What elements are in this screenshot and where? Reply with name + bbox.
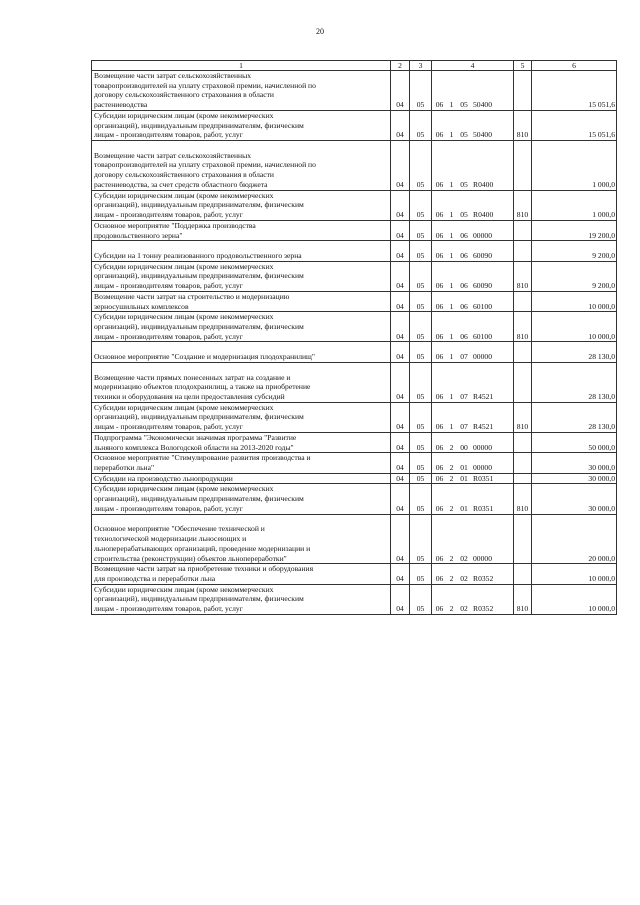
code-segment: 2: [449, 553, 454, 563]
code-segment: 06: [435, 352, 444, 362]
cell-section: 04: [391, 220, 410, 240]
code-segment: 60100: [473, 301, 492, 311]
code-segment: 00000: [473, 442, 492, 452]
cell-subsection: 05: [410, 241, 432, 261]
cell-amount: 15 051,6: [532, 71, 617, 111]
cell-subsection: 05: [410, 584, 432, 614]
code-segment: 01: [460, 463, 468, 473]
row-description: [92, 402, 391, 432]
code-segment: 1: [449, 352, 454, 362]
code-segment: 07: [460, 352, 468, 362]
description-line: товаропроизводителей на уплату страховой премии, начисленной по: [94, 80, 316, 90]
description-line: технологической модернизации льносеющих и: [94, 534, 247, 544]
cell-expense-type: [514, 514, 532, 564]
table-row: [92, 514, 617, 564]
description-line: организаций), индивидуальным предпринимателям, физическим: [94, 594, 304, 604]
cell-section: 04: [391, 312, 410, 342]
cell-section: 04: [391, 564, 410, 584]
cell-expense-type: [514, 432, 532, 452]
code-segment: 06: [435, 230, 444, 240]
table-row: [92, 261, 617, 291]
cell-amount: 15 051,6: [532, 110, 617, 140]
description-line: Подпрограмма "Экономически значимая программа "Развитие: [94, 432, 297, 442]
description-line: [94, 241, 388, 251]
cell-amount: 9 200,0: [532, 241, 617, 261]
cell-expense-type: [514, 71, 532, 111]
code-segment: 50400: [473, 130, 492, 140]
cell-subsection: 05: [410, 514, 432, 564]
cell-subsection: 05: [410, 110, 432, 140]
cell-section: 04: [391, 473, 410, 484]
table-row: [92, 220, 617, 240]
code-segment: 1: [449, 281, 454, 291]
code-segment: 1: [449, 210, 454, 220]
description-line: Субсидии юридическим лицам (кроме некоммерческих: [94, 190, 274, 200]
cell-subsection: 05: [410, 473, 432, 484]
code-segment: 2: [449, 442, 454, 452]
cell-amount: 9 200,0: [532, 261, 617, 291]
code-segment: 06: [460, 331, 468, 341]
cell-expense-type: [514, 220, 532, 240]
cell-subsection: 05: [410, 141, 432, 191]
code-segment: 06: [435, 250, 444, 260]
code-segment: 60100: [473, 331, 492, 341]
description-line: Субсидии юридическим лицам (кроме некоммерческих: [94, 110, 274, 120]
description-line: Основное мероприятие "Обеспечение технической и: [94, 524, 265, 534]
cell-amount: 28 130,0: [532, 342, 617, 362]
description-line: льняного комплекса Вологодской области на 2013-2020 годы": [94, 442, 294, 452]
cell-target-code: [432, 473, 514, 484]
description-line: строительства (реконструкции) объектов льнопереработки": [94, 553, 287, 563]
header-col-4: 4: [432, 61, 514, 71]
code-segment: 05: [460, 179, 468, 189]
code-segment: 06: [460, 250, 468, 260]
code-segment: R0400: [473, 210, 494, 220]
table-row: [92, 484, 617, 514]
budget-table: [91, 60, 617, 615]
description-line: организаций), индивидуальным предпринимателям, физическим: [94, 412, 304, 422]
table-row: [92, 453, 617, 473]
description-line: Субсидии юридическим лицам (кроме некоммерческих: [94, 402, 274, 412]
code-segment: 00000: [473, 553, 492, 563]
row-description: [92, 453, 391, 473]
code-segment: 2: [449, 503, 454, 513]
code-segment: 07: [460, 422, 468, 432]
cell-section: 04: [391, 110, 410, 140]
cell-section: 04: [391, 453, 410, 473]
description-line: Основное мероприятие "Создание и модернизация плодохранилищ": [94, 352, 316, 362]
code-segment: 1: [449, 100, 454, 110]
row-description: [92, 71, 391, 111]
cell-amount: 20 000,0: [532, 514, 617, 564]
code-segment: 01: [460, 503, 468, 513]
description-line: Возмещение части затрат на приобретение техники и оборудования: [94, 564, 314, 574]
cell-target-code: [432, 190, 514, 220]
cell-expense-type: 810: [514, 584, 532, 614]
description-line: Основное мероприятие "Поддержка производства: [94, 220, 256, 230]
table-body: [92, 71, 617, 615]
cell-amount: 10 000,0: [532, 291, 617, 311]
code-segment: 06: [435, 442, 444, 452]
description-line: лицам - производителям товаров, работ, услуг: [94, 604, 243, 614]
cell-target-code: [432, 141, 514, 191]
code-segment: 05: [460, 100, 468, 110]
cell-expense-type: 810: [514, 261, 532, 291]
cell-section: 04: [391, 432, 410, 452]
description-line: зерносушильных комплексов: [94, 301, 189, 311]
row-description: [92, 564, 391, 584]
code-segment: R4521: [473, 392, 494, 401]
row-description: [92, 141, 391, 191]
cell-expense-type: [514, 362, 532, 402]
row-description: [92, 362, 391, 402]
cell-expense-type: [514, 453, 532, 473]
table-row: [92, 291, 617, 311]
description-line: лицам - производителям товаров, работ, услуг: [94, 503, 243, 513]
cell-section: 04: [391, 241, 410, 261]
table-row: [92, 564, 617, 584]
code-segment: 06: [435, 463, 444, 473]
description-line: товаропроизводителей на уплату страховой премии, начисленной по: [94, 160, 316, 170]
code-segment: 2: [449, 463, 454, 473]
code-segment: 06: [435, 473, 444, 483]
cell-subsection: 05: [410, 261, 432, 291]
row-description: [92, 432, 391, 452]
header-col-3: 3: [410, 61, 432, 71]
cell-target-code: [432, 584, 514, 614]
description-line: Основное мероприятие "Стимулирование развития производства и: [94, 453, 311, 463]
code-segment: 06: [460, 230, 468, 240]
header-col-2: 2: [391, 61, 410, 71]
cell-subsection: 05: [410, 432, 432, 452]
description-line: [94, 363, 388, 373]
code-segment: 01: [460, 473, 468, 483]
description-line: льноперерабатывающих организаций, проведение модернизации и: [94, 543, 311, 553]
code-segment: 06: [435, 503, 444, 513]
cell-target-code: [432, 71, 514, 111]
code-segment: 07: [460, 392, 468, 401]
code-segment: R0352: [473, 604, 494, 614]
description-line: переработки льна": [94, 463, 155, 473]
cell-expense-type: 810: [514, 484, 532, 514]
code-segment: R0351: [473, 473, 494, 483]
code-segment: 1: [449, 392, 454, 401]
code-segment: 60090: [473, 250, 492, 260]
cell-expense-type: [514, 342, 532, 362]
code-segment: 1: [449, 422, 454, 432]
code-segment: 60090: [473, 281, 492, 291]
row-description: [92, 241, 391, 261]
cell-expense-type: [514, 564, 532, 584]
cell-section: 04: [391, 291, 410, 311]
cell-expense-type: [514, 291, 532, 311]
code-segment: 06: [435, 301, 444, 311]
code-segment: 00: [460, 442, 468, 452]
cell-expense-type: [514, 473, 532, 484]
description-line: продовольственного зерна": [94, 230, 183, 240]
table-row: [92, 432, 617, 452]
cell-subsection: 05: [410, 362, 432, 402]
code-segment: 1: [449, 250, 454, 260]
code-segment: 06: [435, 179, 444, 189]
description-line: Субсидии на производство льнопродукции: [94, 473, 233, 483]
description-line: Субсидии юридическим лицам (кроме некоммерческих: [94, 312, 274, 322]
cell-amount: 28 130,0: [532, 402, 617, 432]
description-line: Субсидии юридическим лицам (кроме некоммерческих: [94, 261, 274, 271]
cell-section: 04: [391, 141, 410, 191]
page-number: 20: [316, 27, 324, 36]
cell-target-code: [432, 432, 514, 452]
cell-target-code: [432, 453, 514, 473]
cell-amount: 1 000,0: [532, 141, 617, 191]
cell-subsection: 05: [410, 402, 432, 432]
description-line: Возмещение части затрат сельскохозяйственных: [94, 150, 252, 160]
code-segment: 05: [460, 210, 468, 220]
code-segment: 1: [449, 301, 454, 311]
description-line: договору сельскохозяйственного страхования в области: [94, 170, 274, 180]
code-segment: 06: [460, 301, 468, 311]
cell-target-code: [432, 261, 514, 291]
cell-section: 04: [391, 514, 410, 564]
description-line: Возмещение части затрат сельскохозяйственных: [94, 71, 252, 80]
code-segment: 02: [460, 573, 468, 583]
table-row: [92, 110, 617, 140]
cell-expense-type: 810: [514, 110, 532, 140]
row-description: [92, 514, 391, 564]
row-description: [92, 484, 391, 514]
cell-amount: 30 000,0: [532, 453, 617, 473]
cell-target-code: [432, 291, 514, 311]
row-description: [92, 473, 391, 484]
code-segment: 2: [449, 604, 454, 614]
table-row: [92, 312, 617, 342]
cell-amount: 28 130,0: [532, 362, 617, 402]
row-description: [92, 584, 391, 614]
cell-subsection: 05: [410, 220, 432, 240]
cell-subsection: 05: [410, 291, 432, 311]
description-line: растениеводства: [94, 100, 148, 110]
code-segment: 2: [449, 473, 454, 483]
cell-target-code: [432, 312, 514, 342]
description-line: модернизацию объектов плодохранилищ, а также на приобретение: [94, 382, 311, 392]
description-line: для производства и переработки льна: [94, 573, 216, 583]
description-line: растениеводства, за счет средств областного бюджета: [94, 179, 268, 189]
table-row: [92, 71, 617, 111]
cell-target-code: [432, 241, 514, 261]
code-segment: 02: [460, 553, 468, 563]
table-row: [92, 241, 617, 261]
table-row: [92, 141, 617, 191]
code-segment: 06: [435, 130, 444, 140]
cell-section: 04: [391, 362, 410, 402]
code-segment: 1: [449, 130, 454, 140]
code-segment: 2: [449, 573, 454, 583]
description-line: техники и оборудования на цели предоставления субсидий: [94, 392, 285, 401]
table-row: [92, 584, 617, 614]
description-line: [94, 141, 388, 151]
cell-amount: 10 000,0: [532, 312, 617, 342]
description-line: [94, 515, 388, 525]
cell-amount: 50 000,0: [532, 432, 617, 452]
cell-target-code: [432, 564, 514, 584]
code-segment: 06: [435, 331, 444, 341]
code-segment: 06: [435, 281, 444, 291]
code-segment: 06: [435, 573, 444, 583]
row-description: [92, 220, 391, 240]
cell-expense-type: [514, 241, 532, 261]
description-line: организаций), индивидуальным предпринимателям, физическим: [94, 120, 304, 130]
cell-section: 04: [391, 484, 410, 514]
cell-section: 04: [391, 402, 410, 432]
cell-subsection: 05: [410, 71, 432, 111]
row-description: [92, 342, 391, 362]
cell-expense-type: 810: [514, 190, 532, 220]
code-segment: 1: [449, 230, 454, 240]
cell-amount: 30 000,0: [532, 484, 617, 514]
code-segment: 1: [449, 179, 454, 189]
description-line: лицам - производителям товаров, работ, услуг: [94, 422, 243, 432]
description-line: лицам - производителям товаров, работ, услуг: [94, 210, 243, 220]
cell-amount: 10 000,0: [532, 584, 617, 614]
cell-section: 04: [391, 342, 410, 362]
description-line: Возмещение части прямых понесенных затрат на создание и: [94, 372, 291, 382]
cell-target-code: [432, 402, 514, 432]
cell-subsection: 05: [410, 190, 432, 220]
code-segment: 06: [435, 100, 444, 110]
cell-target-code: [432, 362, 514, 402]
table-row: [92, 402, 617, 432]
table-row: [92, 473, 617, 484]
description-line: договору сельскохозяйственного страхования в области: [94, 90, 274, 100]
cell-target-code: [432, 110, 514, 140]
description-line: организаций), индивидуальным предпринимателям, физическим: [94, 200, 304, 210]
description-line: Возмещение части затрат на строительство и модернизацию: [94, 291, 290, 301]
description-line: Субсидии на 1 тонну реализованного продовольственного зерна: [94, 250, 302, 260]
code-segment: R0400: [473, 179, 494, 189]
cell-subsection: 05: [410, 484, 432, 514]
description-line: Субсидии юридическим лицам (кроме некоммерческих: [94, 484, 274, 494]
code-segment: 06: [435, 392, 444, 401]
table-row: [92, 342, 617, 362]
cell-amount: 1 000,0: [532, 190, 617, 220]
code-segment: 02: [460, 604, 468, 614]
cell-subsection: 05: [410, 564, 432, 584]
code-segment: R0351: [473, 503, 494, 513]
code-segment: 06: [435, 604, 444, 614]
description-line: организаций), индивидуальным предпринимателям, физическим: [94, 494, 304, 504]
cell-section: 04: [391, 261, 410, 291]
code-segment: 06: [435, 422, 444, 432]
code-segment: 06: [435, 210, 444, 220]
cell-amount: 10 000,0: [532, 564, 617, 584]
description-line: [94, 342, 388, 352]
cell-target-code: [432, 514, 514, 564]
description-line: организаций), индивидуальным предпринимателям, физическим: [94, 271, 304, 281]
cell-target-code: [432, 484, 514, 514]
row-description: [92, 261, 391, 291]
code-segment: 00000: [473, 230, 492, 240]
row-description: [92, 291, 391, 311]
code-segment: 05: [460, 130, 468, 140]
cell-amount: 30 000,0: [532, 473, 617, 484]
row-description: [92, 110, 391, 140]
description-line: лицам - производителям товаров, работ, услуг: [94, 281, 243, 291]
description-line: организаций), индивидуальным предпринимателям, физическим: [94, 321, 304, 331]
code-segment: 00000: [473, 352, 492, 362]
header-col-6: 6: [532, 61, 617, 71]
cell-expense-type: 810: [514, 312, 532, 342]
cell-amount: 19 200,0: [532, 220, 617, 240]
header-row: [92, 61, 617, 71]
table-row: [92, 190, 617, 220]
code-segment: 00000: [473, 463, 492, 473]
header-col-1: 1: [92, 61, 391, 71]
cell-subsection: 05: [410, 342, 432, 362]
code-segment: 50400: [473, 100, 492, 110]
row-description: [92, 190, 391, 220]
cell-subsection: 05: [410, 312, 432, 342]
cell-section: 04: [391, 584, 410, 614]
description-line: Субсидии юридическим лицам (кроме некоммерческих: [94, 584, 274, 594]
cell-target-code: [432, 342, 514, 362]
table-row: [92, 362, 617, 402]
cell-expense-type: 810: [514, 402, 532, 432]
row-description: [92, 312, 391, 342]
code-segment: 1: [449, 331, 454, 341]
cell-target-code: [432, 220, 514, 240]
description-line: лицам - производителям товаров, работ, услуг: [94, 331, 243, 341]
header-col-5: 5: [514, 61, 532, 71]
cell-expense-type: [514, 141, 532, 191]
description-line: лицам - производителям товаров, работ, услуг: [94, 130, 243, 140]
cell-subsection: 05: [410, 453, 432, 473]
code-segment: 06: [435, 553, 444, 563]
cell-section: 04: [391, 190, 410, 220]
code-segment: R0352: [473, 573, 494, 583]
code-segment: R4521: [473, 422, 494, 432]
cell-section: 04: [391, 71, 410, 111]
code-segment: 06: [460, 281, 468, 291]
